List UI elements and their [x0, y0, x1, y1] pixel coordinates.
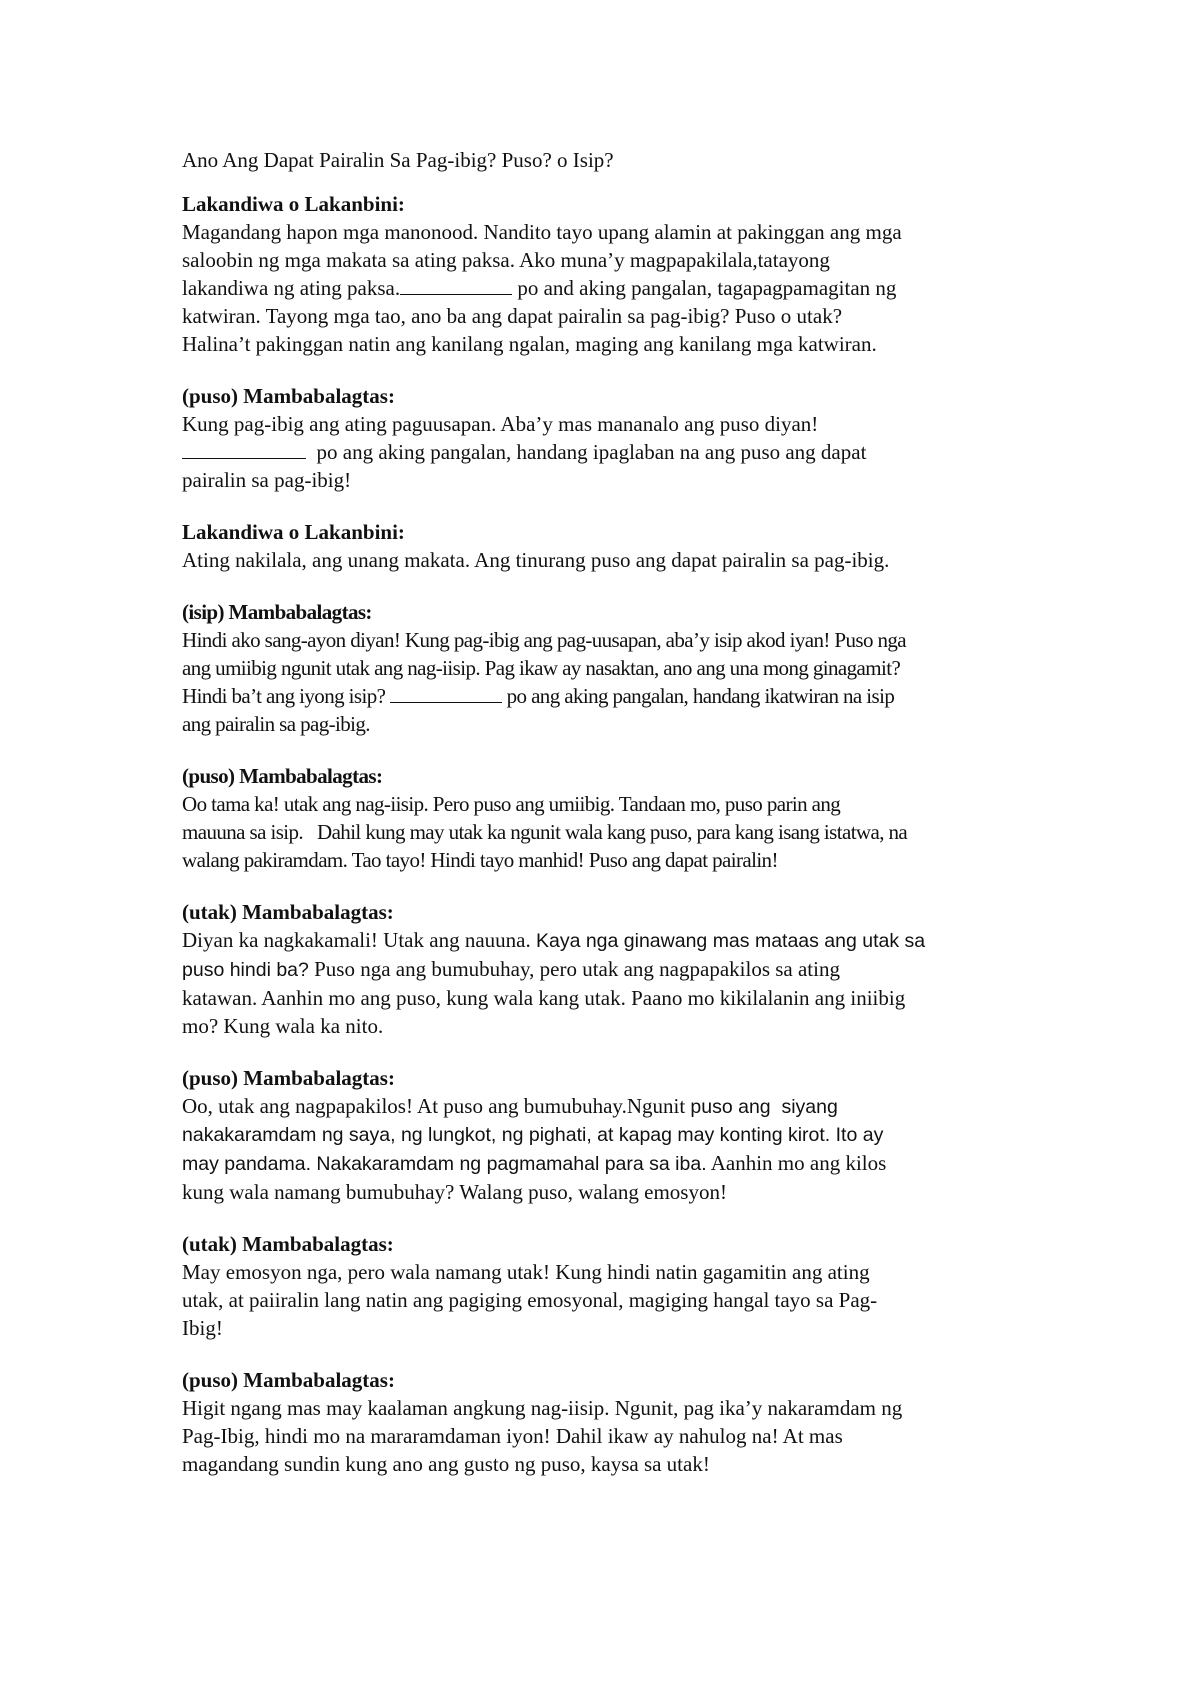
name-blank-line: [182, 438, 306, 459]
text-line: Ibig!: [182, 1316, 223, 1340]
text-line: Halina’t pakinggan natin ang kanilang ngalan, maging ang kanilang mga katwiran.: [182, 332, 877, 356]
text-line: utak, at paiiralin lang natin ang pagiging emosyonal, magiging hangal tayo sa Pag-: [182, 1288, 878, 1312]
text-line: walang pakiramdam. Tao tayo! Hindi tayo manhid! Puso ang dapat pairalin!: [182, 848, 778, 872]
text-fragment: Kaya nga ginawang mas mataas ang utak sa: [535, 930, 926, 952]
text-line: Ating nakilala, ang unang makata. Ang tinurang puso ang dapat pairalin sa pag-ibig.: [182, 548, 890, 572]
text-fragment: po and aking pangalan, tagapagpamagitan ng: [512, 276, 897, 300]
text-line: katwiran. Tayong mga tao, ano ba ang dapat pairalin sa pag-ibig? Puso o utak?: [182, 304, 843, 328]
text-line: magandang sundin kung ano ang gusto ng puso, kaysa sa utak!: [182, 1452, 710, 1476]
text-line: katawan. Aanhin mo ang puso, kung wala kang utak. Paano mo kikilalanin ang iniibig: [182, 986, 906, 1010]
section-lakandiwa-intro: [182, 190, 1042, 358]
text-fragment: po ang aking pangalan, handang ipaglaban na ang puso ang dapat: [306, 440, 867, 464]
text-line-mixed: [182, 1149, 1042, 1178]
text-fragment: po ang aking pangalan, handang ikatwiran na isip: [501, 684, 895, 708]
text-line-mixed: [182, 1092, 1042, 1121]
section-isip-intro: [182, 598, 1042, 738]
speaker-label: Lakandiwa o Lakanbini:: [182, 520, 405, 544]
section-utak-rebuttal-2: [182, 1230, 1042, 1342]
name-blank-line: [400, 274, 512, 295]
text-line-mixed: [182, 955, 1042, 984]
text-fragment: Aanhin mo ang kilos: [706, 1151, 887, 1175]
section-utak-rebuttal-1: [182, 898, 1042, 1040]
text-line-with-blank: [182, 274, 1042, 302]
text-line-with-blank: [182, 682, 1042, 710]
text-line: mauuna sa isip. Dahil kung may utak ka ngunit wala kang puso, para kang isang istatwa, na: [182, 820, 908, 844]
speaker-label: (puso) Mambabalagtas:: [182, 764, 383, 788]
speaker-label: (puso) Mambabalagtas:: [182, 1066, 395, 1090]
text-line: Kung pag-ibig ang ating paguusapan. Aba’y mas mananalo ang puso diyan!: [182, 412, 819, 436]
text-line: ang umiibig ngunit utak ang nag-iisip. Pag ikaw ay nasaktan, ano ang una mong ginagamit?: [182, 656, 901, 680]
text-line: pairalin sa pag-ibig!: [182, 468, 352, 492]
speaker-label: Lakandiwa o Lakanbini:: [182, 192, 405, 216]
text-line: Magandang hapon mga manonood. Nandito tayo upang alamin at pakinggan ang mga: [182, 220, 902, 244]
text-line: May emosyon nga, pero wala namang utak! Kung hindi natin gagamitin ang ating: [182, 1260, 870, 1284]
section-puso-rebuttal-2: [182, 1064, 1042, 1206]
section-lakandiwa-response: [182, 518, 1042, 574]
text-fragment: puso hindi ba?: [182, 959, 309, 981]
text-fragment: Diyan ka nagkakamali! Utak ang nauuna.: [182, 928, 536, 952]
text-line: ang pairalin sa pag-ibig.: [182, 712, 370, 736]
text-fragment: lakandiwa ng ating paksa.: [182, 276, 401, 300]
text-line-mixed: [182, 926, 1042, 955]
text-fragment: puso ang siyang: [690, 1096, 838, 1118]
text-line: Hindi ako sang-ayon diyan! Kung pag-ibig ang pag-uusapan, aba’y isip akod iyan! Puso nga: [182, 628, 907, 652]
name-blank-line: [390, 682, 502, 703]
text-line: Oo tama ka! utak ang nag-iisip. Pero puso ang umiibig. Tandaan mo, puso parin ang: [182, 792, 841, 816]
speaker-label: (puso) Mambabalagtas:: [182, 384, 395, 408]
section-puso-closing: [182, 1366, 1042, 1478]
section-puso-rebuttal-1: [182, 762, 1042, 874]
speaker-label: (utak) Mambabalagtas:: [182, 900, 394, 924]
speaker-label: (utak) Mambabalagtas:: [182, 1232, 394, 1256]
text-fragment: Oo, utak ang nagpapakilos! At puso ang bumubuhay.Ngunit: [182, 1094, 691, 1118]
document-title: Ano Ang Dapat Pairalin Sa Pag-ibig? Puso? o Isip?: [182, 148, 614, 172]
text-line: Higit ngang mas may kaalaman angkung nag-iisip. Ngunit, pag ika’y nakaramdam ng: [182, 1396, 903, 1420]
section-puso-intro: [182, 382, 1042, 494]
text-line: saloobin ng mga makata sa ating paksa. Ako muna’y magpapakilala,tatayong: [182, 248, 830, 272]
text-line: nakakaramdam ng saya, ng lungkot, ng pighati, at kapag may konting kirot. Ito ay: [182, 1124, 884, 1146]
text-line: mo? Kung wala ka nito.: [182, 1014, 384, 1038]
document-page: [182, 146, 1042, 1502]
text-fragment: Puso nga ang bumubuhay, pero utak ang nagpapakilos sa ating: [308, 957, 840, 981]
text-fragment: may pandama. Nakakaramdam ng pagmamahal para sa iba.: [182, 1153, 707, 1175]
speaker-label: (isip) Mambabalagtas:: [182, 600, 372, 624]
text-line: kung wala namang bumubuhay? Walang puso, walang emosyon!: [182, 1180, 727, 1204]
text-fragment: Hindi ba’t ang iyong isip?: [182, 684, 390, 708]
text-line-with-blank: [182, 438, 1042, 466]
speaker-label: (puso) Mambabalagtas:: [182, 1368, 395, 1392]
text-line: Pag-Ibig, hindi mo na mararamdaman iyon! Dahil ikaw ay nahulog na! At mas: [182, 1424, 843, 1448]
